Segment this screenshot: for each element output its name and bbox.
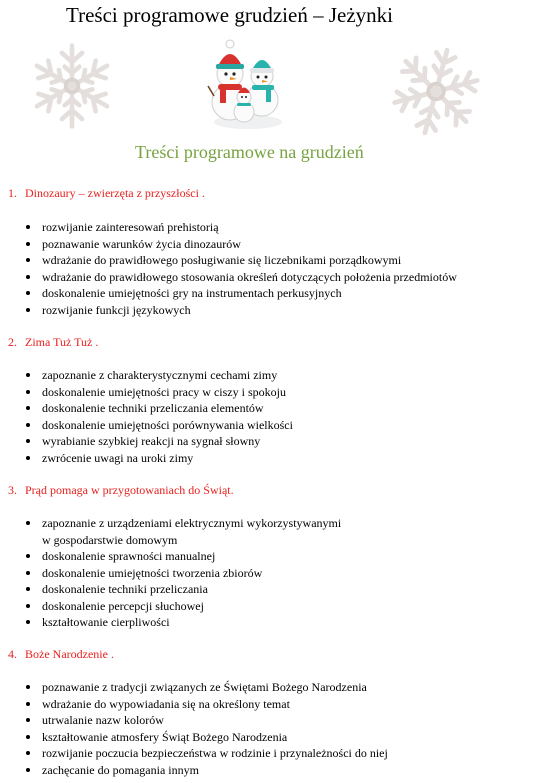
section-title: Prąd pomaga w przygotowaniach do Świąt. [25,483,234,497]
list-item: wyrabianie szybkiej reakcji na sygnał słowny [0,433,293,450]
section-number: 1. [8,186,17,200]
page-title: Treści programowe grudzień – Jeżynki [66,3,393,27]
list-item: wdrażanie do wypowiadania się na określony temat [0,696,388,713]
list-item: rozwijanie funkcji językowych [0,302,457,319]
list-item: utrwalanie nazw kolorów [0,712,388,729]
list-item: poznawanie z tradycji związanych ze Świętami Bożego Narodzenia [0,679,388,696]
snowflake-icon [26,36,118,136]
section-heading [8,647,114,662]
list-item: doskonalenie umiejętności tworzenia zbiorów [0,565,341,582]
bullet-list [0,219,457,318]
bullet-list [0,367,293,466]
list-item: wdrażanie do prawidłowego posługiwanie się liczebnikami porządkowymi [0,252,457,269]
list-item: doskonalenie techniki przeliczania elementów [0,400,293,417]
section-title: Boże Narodzenie . [25,647,114,661]
section-heading [8,335,98,350]
list-item: doskonalenie sprawności manualnej [0,548,341,565]
section-heading [8,483,234,498]
snowmen-icon [206,34,286,130]
section-title: Dinozaury – zwierzęta z przyszłości . [25,186,205,200]
list-item: poznawanie warunków życia dinozaurów [0,236,457,253]
list-item: doskonalenie umiejętności gry na instrumentach perkusyjnych [0,285,457,302]
list-item: wdrażanie do prawidłowego stosowania określeń dotyczących położenia przedmiotów [0,269,457,286]
section-heading [8,186,205,201]
list-item: doskonalenie umiejętności pracy w ciszy i spokoju [0,384,293,401]
bullet-list [0,679,388,778]
list-item: zachęcanie do pomagania innym [0,762,388,779]
section-number: 2. [8,335,17,349]
list-item: doskonalenie percepcji słuchowej [0,598,341,615]
bullet-list [0,515,341,631]
list-item: kształtowanie cierpliwości [0,614,341,631]
section-number: 4. [8,647,17,661]
list-item: kształtowanie atmosfery Świąt Bożego Narodzenia [0,729,388,746]
list-item: doskonalenie umiejętności porównywania wielkości [0,417,293,434]
list-item: rozwijanie zainteresowań prehistorią [0,219,457,236]
snowflake-icon [384,43,488,140]
section-number: 3. [8,483,17,497]
section-subtitle: Treści programowe na grudzień [135,142,364,162]
list-item: doskonalenie techniki przeliczania [0,581,341,598]
list-item: zapoznanie z urządzeniami elektrycznymi wykorzystywanymi w gospodarstwie domowym [0,515,341,548]
list-item: zapoznanie z charakterystycznymi cechami zimy [0,367,293,384]
section-title: Zima Tuż Tuż . [25,335,99,349]
list-item: rozwijanie poczucia bezpieczeństwa w rodzinie i przynależności do niej [0,745,388,762]
list-item: zwrócenie uwagi na uroki zimy [0,450,293,467]
